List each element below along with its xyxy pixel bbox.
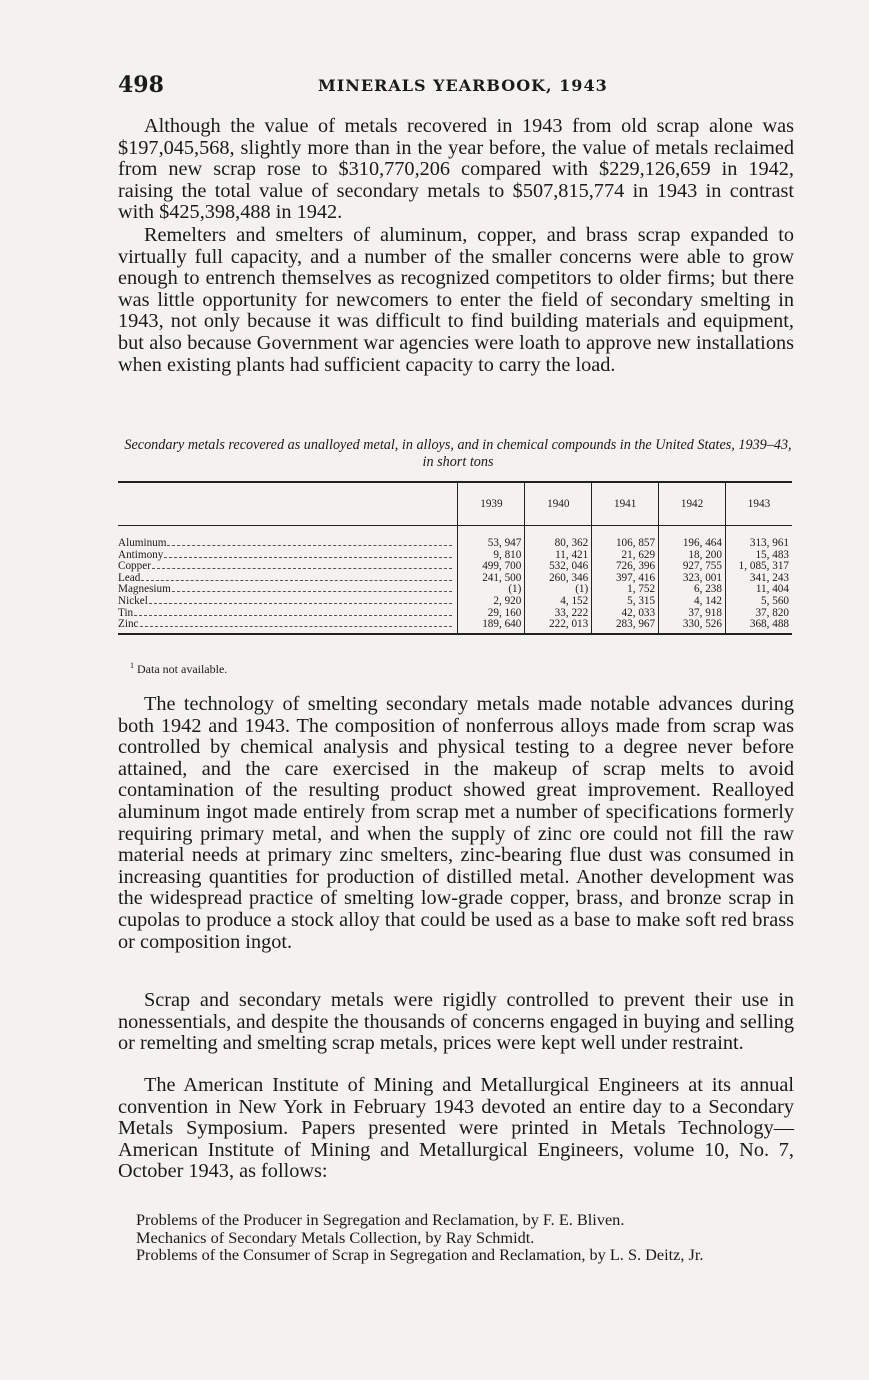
- table-cell: 11, 421: [525, 550, 592, 562]
- metal-name: Antimony: [118, 549, 164, 561]
- table-cell: 6, 238: [659, 584, 726, 596]
- table-cell: 5, 315: [592, 596, 659, 608]
- table-header-row: [118, 482, 792, 526]
- table-cell: 368, 488: [725, 619, 792, 634]
- table-cell: 499, 700: [458, 561, 525, 573]
- table-row: [118, 573, 792, 585]
- secondary-metals-table: [118, 481, 792, 635]
- list-item: Mechanics of Secondary Metals Collection, by Ray Schmidt.: [136, 1227, 535, 1247]
- paragraph-symposium: The American Institute of Mining and Metallurgical Engineers at its annual convention in New York in February 1943 devoted an entire day to a Secondary Metals Symposium. Papers presented were printed in Metals Technology—American Institute of Mining and Metallurgical Engineers, volume 10, No. 7, October 1943, as follows:: [118, 1074, 794, 1183]
- table-cell: 323, 001: [659, 573, 726, 585]
- metal-name: Aluminum: [118, 538, 167, 549]
- table-cell: 37, 820: [725, 608, 792, 620]
- table-footnote: [130, 661, 227, 677]
- list-item: Problems of the Producer in Segregation and Reclamation, by F. E. Bliven.: [136, 1210, 625, 1229]
- paragraph-technology: The technology of smelting secondary metals made notable advances during both 1942 and 1943. The composition of nonferrous alloys made from scrap was controlled by chemical analysis and physical testing to a degree never before attained, and the care exercised in the makeup of scrap melts to avoid contamination of the resulting product showed great improvement. Realloyed aluminum ingot made entirely from scrap met a number of specifications formerly requiring primary metal, and when the supply of zinc ore could not fill the raw material needs at primary zinc smelters, zinc-bearing flue dust was consumed in increasing quantities for production of distilled metal. Another development was the widespread practice of smelting low-grade copper, brass, and bronze scrap in cupolas to produce a stock alloy that could be used as a base to make soft red brass or composition ingot.: [118, 693, 794, 953]
- table-row: [118, 538, 792, 550]
- table-cell: 726, 396: [592, 561, 659, 573]
- table-cell: 29, 160: [458, 608, 525, 620]
- table-cell: 1, 752: [592, 584, 659, 596]
- metal-name: Tin: [118, 607, 134, 619]
- metal-name: Copper: [118, 561, 151, 573]
- table-cell: 222, 013: [525, 619, 592, 634]
- table-cell: 106, 857: [592, 538, 659, 550]
- table-row: [118, 596, 792, 608]
- year-header: 1939: [458, 482, 525, 526]
- year-header: 1940: [525, 482, 592, 526]
- table-cell: 313, 961: [725, 538, 792, 550]
- table-cell: 4, 142: [659, 596, 726, 608]
- metal-name: Magnesium: [118, 584, 171, 596]
- running-title: MINERALS YEARBOOK, 1943: [318, 76, 608, 95]
- metal-name: Nickel: [118, 595, 148, 607]
- table-cell: 15, 483: [725, 550, 792, 562]
- table-cell: 9, 810: [458, 550, 525, 562]
- table-cell: 33, 222: [525, 608, 592, 620]
- table-row: [118, 619, 792, 634]
- page-header: [118, 72, 798, 102]
- metal-name: Zinc: [118, 619, 139, 631]
- table-cell: 4, 152: [525, 596, 592, 608]
- table-cell: 330, 526: [659, 619, 726, 634]
- table-cell: 2, 920: [458, 596, 525, 608]
- table-cell: 283, 967: [592, 619, 659, 634]
- table-cell: 241, 500: [458, 573, 525, 585]
- table-cell: 21, 629: [592, 550, 659, 562]
- footnote-text: Data not available.: [137, 662, 228, 676]
- table-cell: 53, 947: [458, 538, 525, 550]
- table-cell: 11, 404: [725, 584, 792, 596]
- table-cell: 260, 346: [525, 573, 592, 585]
- paragraph-remelters: Remelters and smelters of aluminum, copper, and brass scrap expanded to virtually full capacity, and a number of the smaller concerns were able to grow enough to entrench themselves as recognized competitors to older firms; but there was little opportunity for newcomers to enter the field of secondary smelting in 1943, not only because it was difficult to find building materials and equipment, but also because Government war agencies were loath to approve new installations when existing plants had sufficient capacity to carry the load.: [118, 224, 794, 376]
- table-cell: 927, 755: [659, 561, 726, 573]
- table-cell: 532, 046: [525, 561, 592, 573]
- table-cell: (1): [525, 584, 592, 596]
- paragraph-value-of-metals: Although the value of metals recovered in 1943 from old scrap alone was $197,045,568, slightly more than in the year before, the value of metals reclaimed from new scrap rose to $310,770,206 compared with $229,126,659 in 1942, raising the total value of secondary metals to $507,815,774 in 1943 in contrast with $425,398,488 in 1942.: [118, 115, 794, 224]
- year-header: 1941: [592, 482, 659, 526]
- metal-name: Lead: [118, 572, 141, 584]
- table-caption: Secondary metals recovered as unalloyed metal, in alloys, and in chemical compounds in the United States, 1939–43, in short tons: [124, 437, 792, 470]
- table-cell: 189, 640: [458, 619, 525, 634]
- table-cell: 341, 243: [725, 573, 792, 585]
- table-cell: 196, 464: [659, 538, 726, 550]
- paragraph-controls: Scrap and secondary metals were rigidly controlled to prevent their use in nonessentials, and despite the thousands of concerns engaged in buying and selling or remelting and smelting scrap metals, prices were kept well under restraint.: [118, 989, 794, 1055]
- paper-list: [118, 1211, 798, 1264]
- list-item: Problems of the Consumer of Scrap in Segregation and Reclamation, by L. S. Deitz, Jr.: [136, 1245, 704, 1265]
- table-row: [118, 584, 792, 596]
- year-header: 1942: [659, 482, 726, 526]
- table-cell: (1): [458, 584, 525, 596]
- page-number: 498: [118, 72, 164, 98]
- table-cell: 1, 085, 317: [725, 561, 792, 573]
- stub-header: [118, 482, 458, 526]
- table-cell: 37, 918: [659, 608, 726, 620]
- table-cell: 5, 560: [725, 596, 792, 608]
- table-cell: 80, 362: [525, 538, 592, 550]
- footnote-marker: 1: [130, 661, 134, 670]
- table-cell: 18, 200: [659, 550, 726, 562]
- table-cell: 397, 416: [592, 573, 659, 585]
- table-cell: 42, 033: [592, 608, 659, 620]
- year-header: 1943: [725, 482, 792, 526]
